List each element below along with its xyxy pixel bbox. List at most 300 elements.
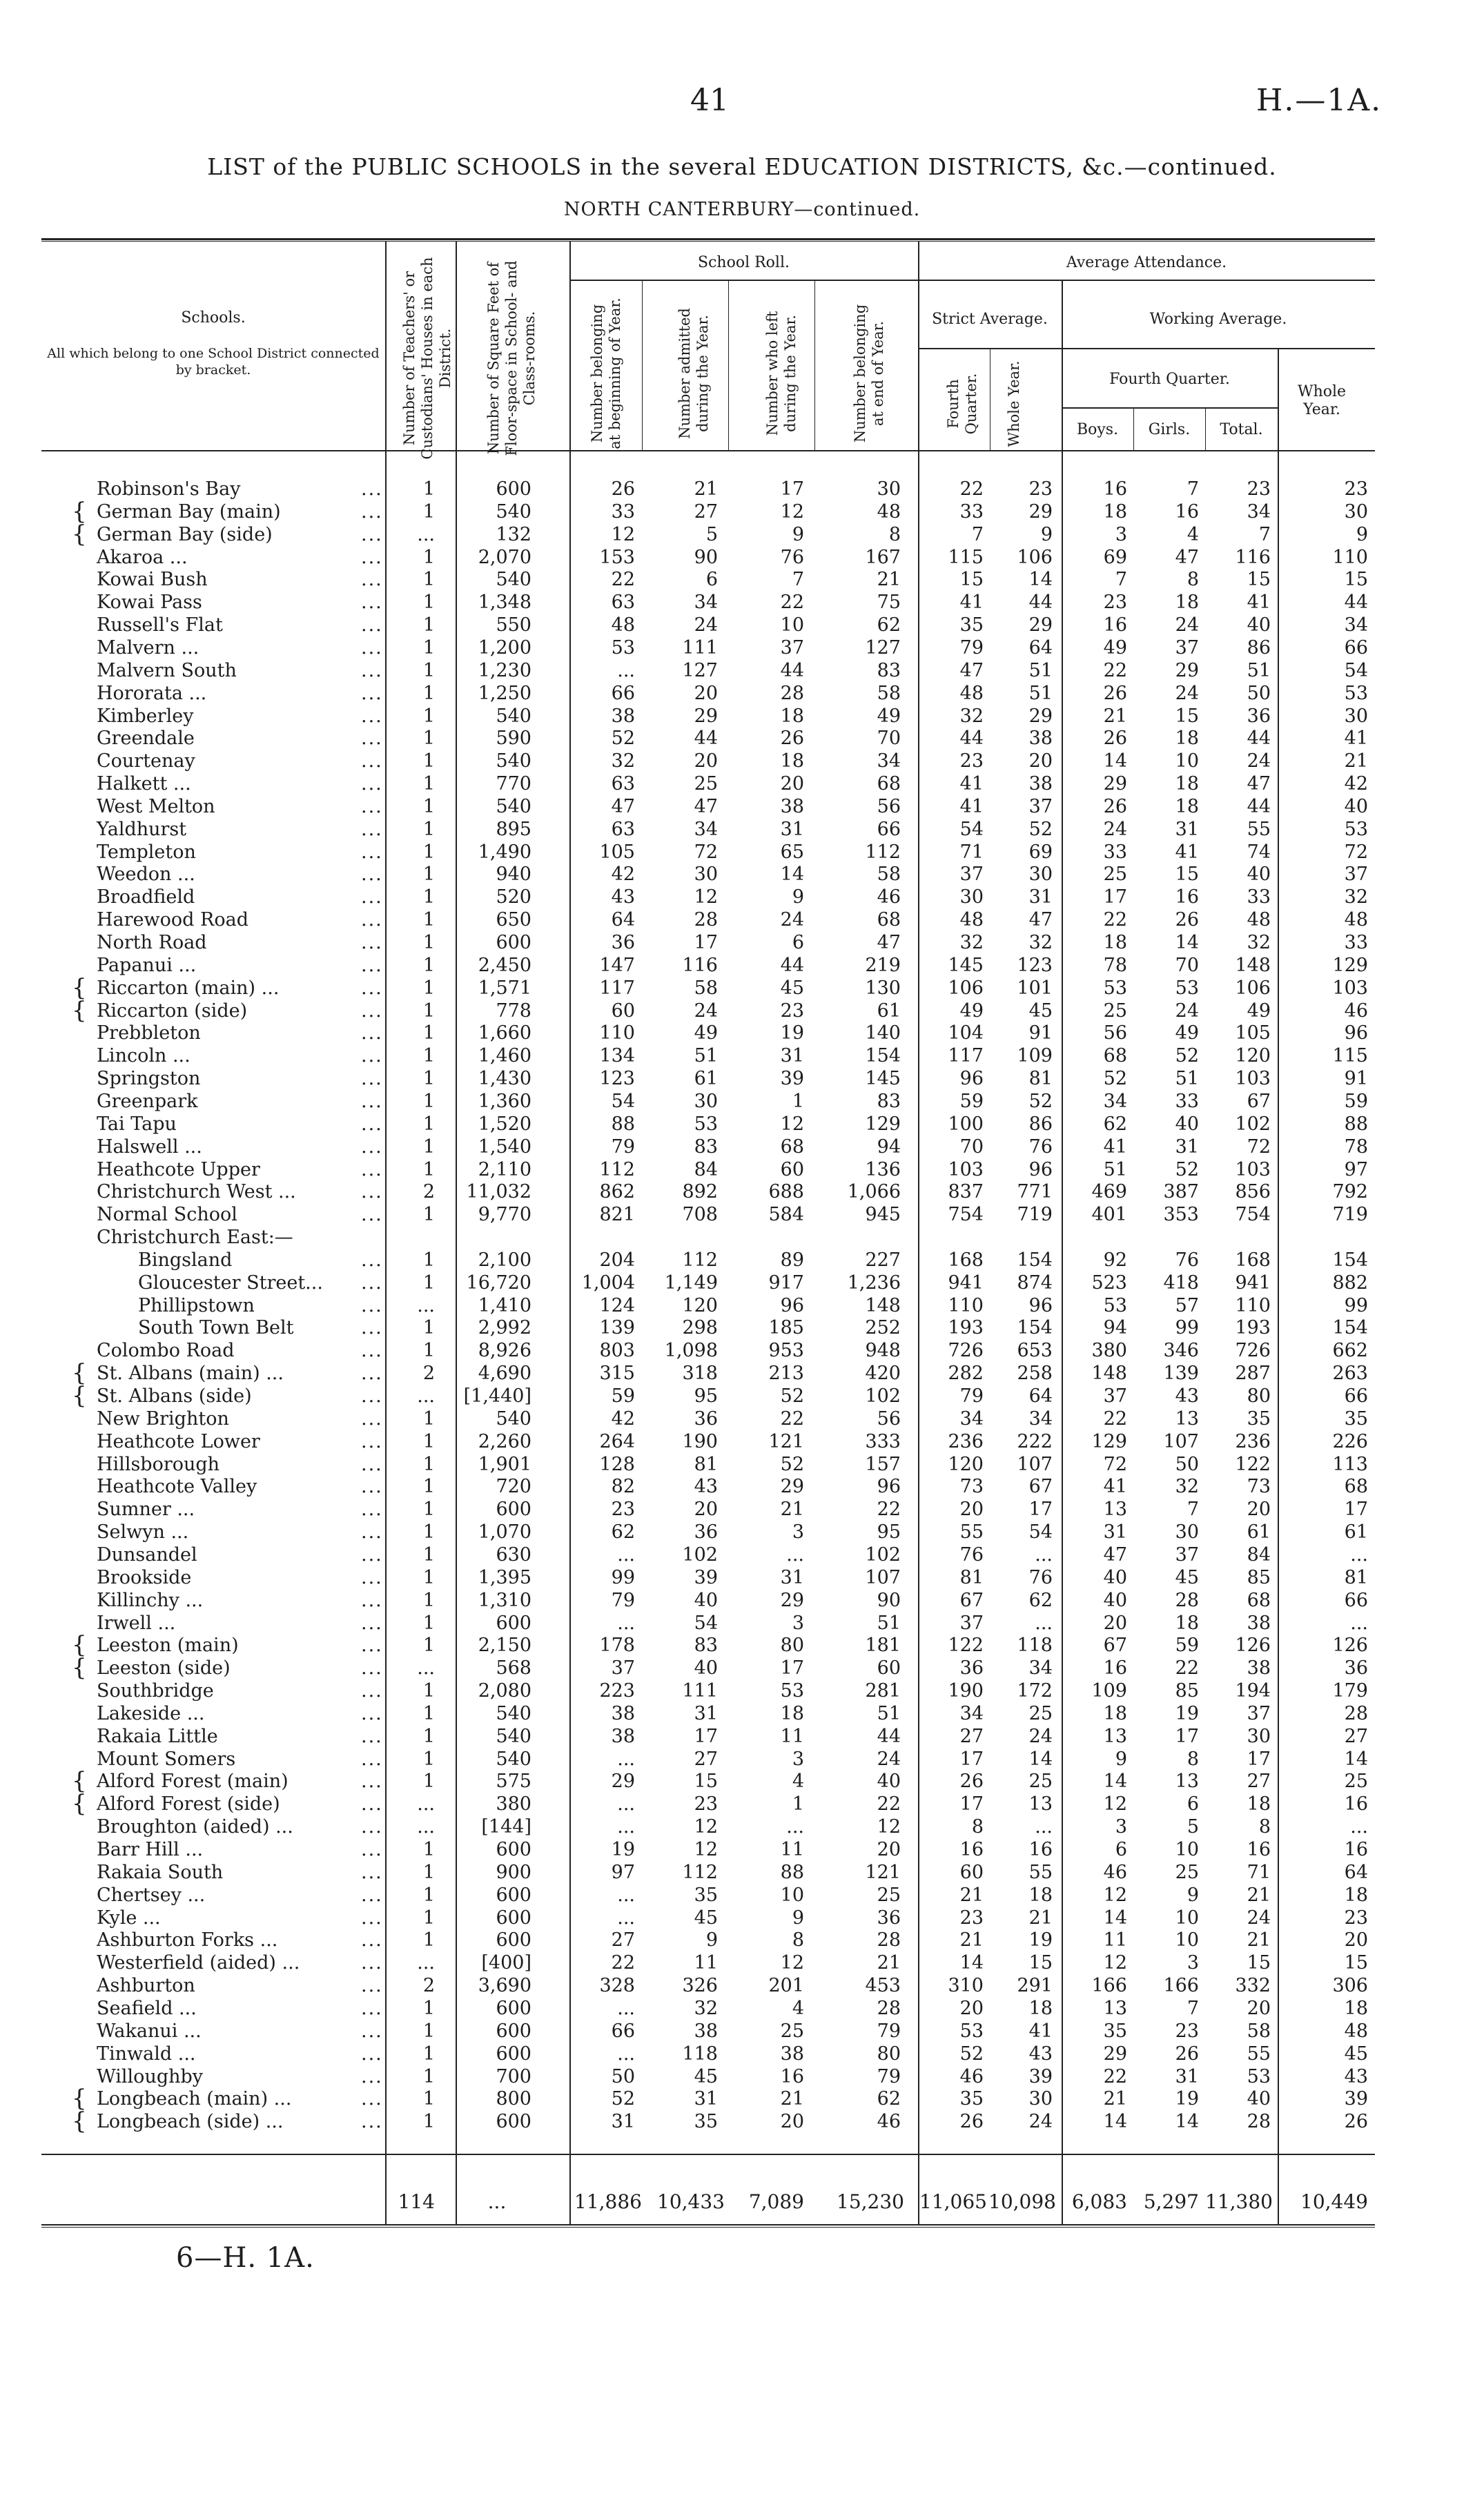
cell-sw: 52 <box>1028 819 1053 840</box>
cell-end: 28 <box>877 1929 901 1951</box>
cell-boys: 35 <box>1103 2020 1127 2042</box>
table-row <box>0 592 1484 614</box>
cell-left: 10 <box>780 614 804 636</box>
cell-s4: 21 <box>959 1884 984 1906</box>
cell-whole: 126 <box>1332 1635 1368 1656</box>
cell-total: 20 <box>1247 1499 1271 1520</box>
cell-s4: 70 <box>959 1136 984 1158</box>
cell-houses: ... <box>417 524 435 545</box>
cell-whole: ... <box>1350 1816 1368 1838</box>
cell-end: 36 <box>877 1907 901 1929</box>
sub-divider <box>1133 409 1134 450</box>
cell-admitted: 40 <box>694 1590 718 1611</box>
cell-s4: 26 <box>959 2111 984 2132</box>
cell-total: 110 <box>1235 1295 1271 1316</box>
cell-whole: 306 <box>1332 1975 1368 1996</box>
cell-left: 688 <box>768 1181 804 1202</box>
cell-houses: 1 <box>422 1476 435 1497</box>
cell-admitted: 21 <box>694 478 718 500</box>
cell-boys: 20 <box>1103 1613 1127 1634</box>
cell-girls: 47 <box>1175 547 1199 568</box>
cell-total: 754 <box>1235 1204 1271 1225</box>
cell-admitted: 25 <box>694 773 718 795</box>
cell-girls: 5 <box>1187 1816 1199 1838</box>
cell-girls: 76 <box>1175 1249 1199 1271</box>
cell-s4: 100 <box>948 1113 984 1135</box>
cell-end: 121 <box>865 1862 901 1883</box>
cell-end: 94 <box>877 1136 901 1158</box>
cell-left: 44 <box>780 955 804 976</box>
cell-girls: 41 <box>1175 841 1199 863</box>
cell-houses: 1 <box>422 2043 435 2065</box>
leader-dots: ... <box>361 1613 383 1634</box>
leader-dots: ... <box>361 819 383 840</box>
header-schools-note: All which belong to one School District connected by bracket. <box>47 346 380 378</box>
leader-dots: ... <box>361 1317 383 1338</box>
cell-begin: 328 <box>599 1975 635 1996</box>
cell-whole: 37 <box>1344 864 1368 885</box>
cell-total: 32 <box>1247 932 1271 953</box>
cell-end: 333 <box>865 1431 901 1452</box>
cell-begin: 79 <box>611 1590 635 1611</box>
cell-floor: 4,690 <box>478 1363 531 1384</box>
subgroup-header-rule <box>918 348 1375 349</box>
header-left: Number who left during the Year. <box>764 311 799 436</box>
cell-sw: 29 <box>1028 614 1053 636</box>
school-name: Robinson's Bay <box>97 478 241 500</box>
cell-total: 35 <box>1247 1408 1271 1430</box>
cell-total: 194 <box>1235 1680 1271 1702</box>
cell-houses: 1 <box>422 796 435 817</box>
cell-houses: 1 <box>422 1022 435 1044</box>
bracket-mark: { <box>72 1359 87 1387</box>
cell-left: 11 <box>780 1839 804 1860</box>
cell-begin: 110 <box>599 1022 635 1044</box>
school-name: Rakaia Little <box>97 1726 218 1747</box>
cell-whole: 129 <box>1332 955 1368 976</box>
cell-whole: 42 <box>1344 773 1368 795</box>
table-row <box>0 2066 1484 2088</box>
cell-total: 49 <box>1247 1000 1271 1022</box>
cell-total: 40 <box>1247 2088 1271 2110</box>
cell-sw: 20 <box>1028 750 1053 772</box>
cell-admitted: 1,098 <box>664 1340 718 1361</box>
school-name: Willoughby <box>97 2066 204 2087</box>
cell-left: 12 <box>780 501 804 523</box>
cell-girls: 166 <box>1163 1975 1199 1996</box>
cell-admitted: 31 <box>694 2088 718 2110</box>
school-name: Gloucester Street... <box>138 1272 323 1294</box>
cell-girls: 13 <box>1175 1408 1199 1430</box>
cell-total: 120 <box>1235 1045 1271 1067</box>
cell-boys: 17 <box>1103 886 1127 908</box>
table-row <box>0 1749 1484 1771</box>
cell-boys: 14 <box>1103 2111 1127 2132</box>
cell-begin: 204 <box>599 1249 635 1271</box>
cell-sw: 44 <box>1028 592 1053 613</box>
cell-floor: 540 <box>496 501 531 523</box>
cell-s4: 79 <box>959 637 984 659</box>
cell-houses: ... <box>417 1385 435 1407</box>
cell-total: 67 <box>1247 1091 1271 1112</box>
table-row <box>0 1521 1484 1543</box>
cell-girls: 51 <box>1175 1068 1199 1089</box>
cell-total: 48 <box>1247 909 1271 931</box>
cell-boys: 12 <box>1103 1793 1127 1815</box>
cell-girls: 15 <box>1175 864 1199 885</box>
cell-begin: 178 <box>599 1635 635 1656</box>
cell-left: 917 <box>768 1272 804 1294</box>
cell-s4: 236 <box>948 1431 984 1452</box>
school-name: Westerfield (aided) ... <box>97 1952 300 1974</box>
leader-dots: ... <box>361 1998 383 2019</box>
cell-houses: ... <box>417 1793 435 1815</box>
school-name: Harewood Road <box>97 909 248 931</box>
cell-begin: 79 <box>611 1136 635 1158</box>
leader-dots: ... <box>361 2088 383 2110</box>
cell-admitted: 318 <box>682 1363 718 1384</box>
cell-end: 140 <box>865 1022 901 1044</box>
cell-end: 24 <box>877 1749 901 1770</box>
cell-begin: 63 <box>611 773 635 795</box>
cell-floor: [400] <box>481 1952 531 1974</box>
cell-admitted: 17 <box>694 932 718 953</box>
cell-girls: 17 <box>1175 1726 1199 1747</box>
cell-s4: 35 <box>959 2088 984 2110</box>
cell-girls: 18 <box>1175 728 1199 749</box>
school-name: Dunsandel <box>97 1544 197 1566</box>
school-name: Courtenay <box>97 750 195 772</box>
cell-end: 70 <box>877 728 901 749</box>
table-row <box>0 1382 1484 1410</box>
cell-girls: 346 <box>1163 1340 1199 1361</box>
cell-boys: 14 <box>1103 1771 1127 1792</box>
cell-whole: 20 <box>1344 1929 1368 1951</box>
cell-floor: 540 <box>496 750 531 772</box>
cell-sw: ... <box>1035 1816 1053 1838</box>
cell-sw: 109 <box>1017 1045 1053 1067</box>
cell-girls: 14 <box>1175 2111 1199 2132</box>
cell-floor: 540 <box>496 569 531 590</box>
cell-total: 148 <box>1235 955 1271 976</box>
school-name: Ashburton Forks ... <box>97 1929 278 1951</box>
cell-end: 47 <box>877 932 901 953</box>
cell-girls: 50 <box>1175 1454 1199 1475</box>
cell-s4: 71 <box>959 841 984 863</box>
cell-begin: 38 <box>611 1703 635 1724</box>
cell-left: 68 <box>780 1136 804 1158</box>
cell-admitted: 111 <box>682 637 718 659</box>
cell-sw: 14 <box>1028 569 1053 590</box>
table-row <box>0 1227 1484 1249</box>
cell-whole: 54 <box>1344 660 1368 681</box>
cell-sw: 25 <box>1028 1703 1053 1724</box>
leader-dots: ... <box>361 932 383 953</box>
header-school-roll: School Roll. <box>698 254 790 271</box>
school-name: Heathcote Valley <box>97 1476 257 1497</box>
cell-sw: 91 <box>1028 1022 1053 1044</box>
cell-sw: 30 <box>1028 2088 1053 2110</box>
leader-dots: ... <box>361 728 383 749</box>
cell-s4: 115 <box>948 547 984 568</box>
cell-houses: 1 <box>422 1703 435 1724</box>
cell-boys: 148 <box>1091 1363 1127 1384</box>
cell-total: 16 <box>1247 1839 1271 1860</box>
cell-begin: 153 <box>599 547 635 568</box>
cell-boys: 25 <box>1103 1000 1127 1022</box>
cell-admitted: 127 <box>682 660 718 681</box>
cell-end: 60 <box>877 1657 901 1679</box>
cell-whole: 97 <box>1344 1159 1368 1180</box>
cell-boys: 16 <box>1103 478 1127 500</box>
cell-end: 30 <box>877 478 901 500</box>
cell-whole: 16 <box>1344 1793 1368 1815</box>
cell-total: 68 <box>1247 1590 1271 1611</box>
cell-begin: 128 <box>599 1454 635 1475</box>
cell-s4: 27 <box>959 1726 984 1747</box>
table-row <box>0 1952 1484 1974</box>
cell-boys: 7 <box>1115 569 1127 590</box>
cell-total: 8 <box>1258 1816 1271 1838</box>
school-name: Lakeside ... <box>97 1703 205 1724</box>
cell-whole: 32 <box>1344 886 1368 908</box>
table-row <box>0 997 1484 1024</box>
cell-left: 53 <box>780 1680 804 1702</box>
leader-dots: ... <box>361 2066 383 2087</box>
cell-whole: 103 <box>1332 977 1368 999</box>
cell-whole: 263 <box>1332 1363 1368 1384</box>
cell-end: 56 <box>877 796 901 817</box>
school-name: Templeton <box>97 841 196 863</box>
total-houses: 114 <box>398 2190 435 2213</box>
cell-s4: 16 <box>959 1839 984 1860</box>
cell-houses: 1 <box>422 1635 435 1656</box>
school-name: Weedon ... <box>97 864 195 885</box>
cell-sw: 96 <box>1028 1295 1053 1316</box>
cell-s4: 20 <box>959 1499 984 1520</box>
bracket-mark: { <box>72 2085 87 2112</box>
cell-left: 29 <box>780 1590 804 1611</box>
sub-divider <box>642 281 643 450</box>
cell-sw: 64 <box>1028 637 1053 659</box>
cell-total: 74 <box>1247 841 1271 863</box>
cell-boys: 41 <box>1103 1136 1127 1158</box>
cell-end: 107 <box>865 1567 901 1588</box>
cell-left: 39 <box>780 1068 804 1089</box>
cell-girls: 19 <box>1175 1703 1199 1724</box>
bracket-mark: { <box>72 1654 87 1682</box>
cell-girls: 22 <box>1175 1657 1199 1679</box>
cell-girls: 8 <box>1187 1749 1199 1770</box>
cell-whole: 179 <box>1332 1680 1368 1702</box>
cell-admitted: 112 <box>682 1862 718 1883</box>
cell-boys: 46 <box>1103 1862 1127 1883</box>
cell-begin: 54 <box>611 1091 635 1112</box>
cell-boys: 22 <box>1103 2066 1127 2087</box>
cell-houses: 1 <box>422 1998 435 2019</box>
cell-girls: 8 <box>1187 569 1199 590</box>
cell-whole: 662 <box>1332 1340 1368 1361</box>
cell-admitted: 36 <box>694 1521 718 1543</box>
cell-girls: 59 <box>1175 1635 1199 1656</box>
cell-whole: 40 <box>1344 796 1368 817</box>
header-floor-space: Number of Square Feet of Floor-space in School- and Class-rooms. <box>485 260 538 456</box>
cell-begin: 862 <box>599 1181 635 1202</box>
cell-admitted: 892 <box>682 1181 718 1202</box>
cell-total: 85 <box>1247 1567 1271 1588</box>
cell-end: 80 <box>877 2043 901 2065</box>
cell-left: 89 <box>780 1249 804 1271</box>
cell-total: 105 <box>1235 1022 1271 1044</box>
cell-begin: 803 <box>599 1340 635 1361</box>
cell-end: 102 <box>865 1544 901 1566</box>
leader-dots: ... <box>361 2111 383 2132</box>
cell-houses: 1 <box>422 819 435 840</box>
cell-sw: 34 <box>1028 1657 1053 1679</box>
table-row <box>0 1476 1484 1498</box>
cell-end: 51 <box>877 1703 901 1724</box>
cell-total: 38 <box>1247 1613 1271 1634</box>
leader-dots: ... <box>361 524 383 545</box>
total-whole-year: 10,449 <box>1300 2190 1368 2213</box>
cell-boys: 92 <box>1103 1249 1127 1271</box>
cell-end: 68 <box>877 909 901 931</box>
cell-s4: 8 <box>971 1816 984 1838</box>
cell-total: 18 <box>1247 1793 1271 1815</box>
table-row <box>0 1631 1484 1659</box>
cell-s4: 37 <box>959 1613 984 1634</box>
cell-sw: 17 <box>1028 1499 1053 1520</box>
cell-begin: 48 <box>611 614 635 636</box>
leader-dots: ... <box>361 683 383 704</box>
table-row <box>0 569 1484 591</box>
cell-end: 25 <box>877 1884 901 1906</box>
cell-begin: 32 <box>611 750 635 772</box>
leader-dots: ... <box>361 1703 383 1724</box>
cell-end: 102 <box>865 1385 901 1407</box>
cell-floor: 1,901 <box>478 1454 531 1475</box>
leader-dots: ... <box>361 1749 383 1770</box>
cell-houses: 1 <box>422 2020 435 2042</box>
cell-left: 4 <box>792 1771 804 1792</box>
cell-whole: ... <box>1350 1613 1368 1634</box>
cell-s4: 21 <box>959 1929 984 1951</box>
cell-floor: 540 <box>496 1749 531 1770</box>
cell-floor: 600 <box>496 1613 531 1634</box>
cell-whole: 78 <box>1344 1136 1368 1158</box>
cell-girls: 32 <box>1175 1476 1199 1497</box>
cell-floor: 2,100 <box>478 1249 531 1271</box>
table-row <box>0 2020 1484 2043</box>
cell-admitted: 17 <box>694 1726 718 1747</box>
cell-floor: 900 <box>496 1862 531 1883</box>
cell-boys: 22 <box>1103 909 1127 931</box>
cell-whole: 154 <box>1332 1317 1368 1338</box>
cell-left: 6 <box>792 932 804 953</box>
cell-girls: 18 <box>1175 592 1199 613</box>
cell-begin: ... <box>617 1544 635 1566</box>
cell-houses: 1 <box>422 705 435 727</box>
cell-floor: 1,460 <box>478 1045 531 1067</box>
cell-left: 16 <box>780 2066 804 2087</box>
cell-end: 227 <box>865 1249 901 1271</box>
cell-end: 51 <box>877 1613 901 1634</box>
table-row <box>0 1680 1484 1702</box>
cell-boys: 47 <box>1103 1544 1127 1566</box>
cell-admitted: 53 <box>694 1113 718 1135</box>
cell-admitted: 5 <box>705 524 718 545</box>
page-reference: H.—1A. <box>1256 83 1383 118</box>
cell-floor: 800 <box>496 2088 531 2110</box>
cell-boys: 40 <box>1103 1567 1127 1588</box>
cell-total: 21 <box>1247 1929 1271 1951</box>
table-row <box>0 1113 1484 1136</box>
cell-left: 20 <box>780 773 804 795</box>
table-row <box>0 1884 1484 1907</box>
cell-admitted: 31 <box>694 1703 718 1724</box>
total-admitted: 10,433 <box>657 2190 725 2213</box>
school-name: Broadfield <box>97 886 195 908</box>
cell-boys: 13 <box>1103 1499 1127 1520</box>
cell-left: 10 <box>780 1884 804 1906</box>
cell-end: 154 <box>865 1045 901 1067</box>
cell-boys: 33 <box>1103 841 1127 863</box>
cell-houses: 1 <box>422 728 435 749</box>
cell-houses: 1 <box>422 1045 435 1067</box>
cell-admitted: 43 <box>694 1476 718 1497</box>
cell-floor: 550 <box>496 614 531 636</box>
cell-whole: 53 <box>1344 819 1368 840</box>
school-name: Sumner ... <box>97 1499 195 1520</box>
table-row <box>0 2107 1484 2135</box>
cell-total: 44 <box>1247 728 1271 749</box>
bracket-mark: { <box>72 997 87 1024</box>
cell-houses: 1 <box>422 841 435 863</box>
cell-boys: 380 <box>1091 1340 1127 1361</box>
cell-whole: 41 <box>1344 728 1368 749</box>
table-row <box>0 1726 1484 1748</box>
cell-end: 62 <box>877 2088 901 2110</box>
cell-total: 40 <box>1247 864 1271 885</box>
cell-whole: 16 <box>1344 1839 1368 1860</box>
cell-end: 90 <box>877 1590 901 1611</box>
cell-end: 58 <box>877 864 901 885</box>
school-name: Mount Somers <box>97 1749 236 1770</box>
cell-floor: 2,450 <box>478 955 531 976</box>
cell-admitted: 61 <box>694 1068 718 1089</box>
cell-boys: 18 <box>1103 932 1127 953</box>
cell-admitted: 51 <box>694 1045 718 1067</box>
header-roll-end: Number belonging at end of Year. <box>852 304 886 443</box>
cell-sw: 37 <box>1028 796 1053 817</box>
leader-dots: ... <box>361 1113 383 1135</box>
cell-girls: 37 <box>1175 1544 1199 1566</box>
cell-s4: 41 <box>959 592 984 613</box>
cell-sw: 15 <box>1028 1952 1053 1974</box>
cell-boys: 78 <box>1103 955 1127 976</box>
cell-boys: 31 <box>1103 1521 1127 1543</box>
cell-girls: 7 <box>1187 478 1199 500</box>
cell-left: 52 <box>780 1385 804 1407</box>
cell-houses: 1 <box>422 1839 435 1860</box>
cell-floor: 600 <box>496 932 531 953</box>
cell-girls: 45 <box>1175 1567 1199 1588</box>
cell-floor: 630 <box>496 1544 531 1566</box>
cell-left: ... <box>786 1816 804 1838</box>
cell-girls: 52 <box>1175 1159 1199 1180</box>
leader-dots: ... <box>361 841 383 863</box>
cell-begin: 66 <box>611 683 635 704</box>
